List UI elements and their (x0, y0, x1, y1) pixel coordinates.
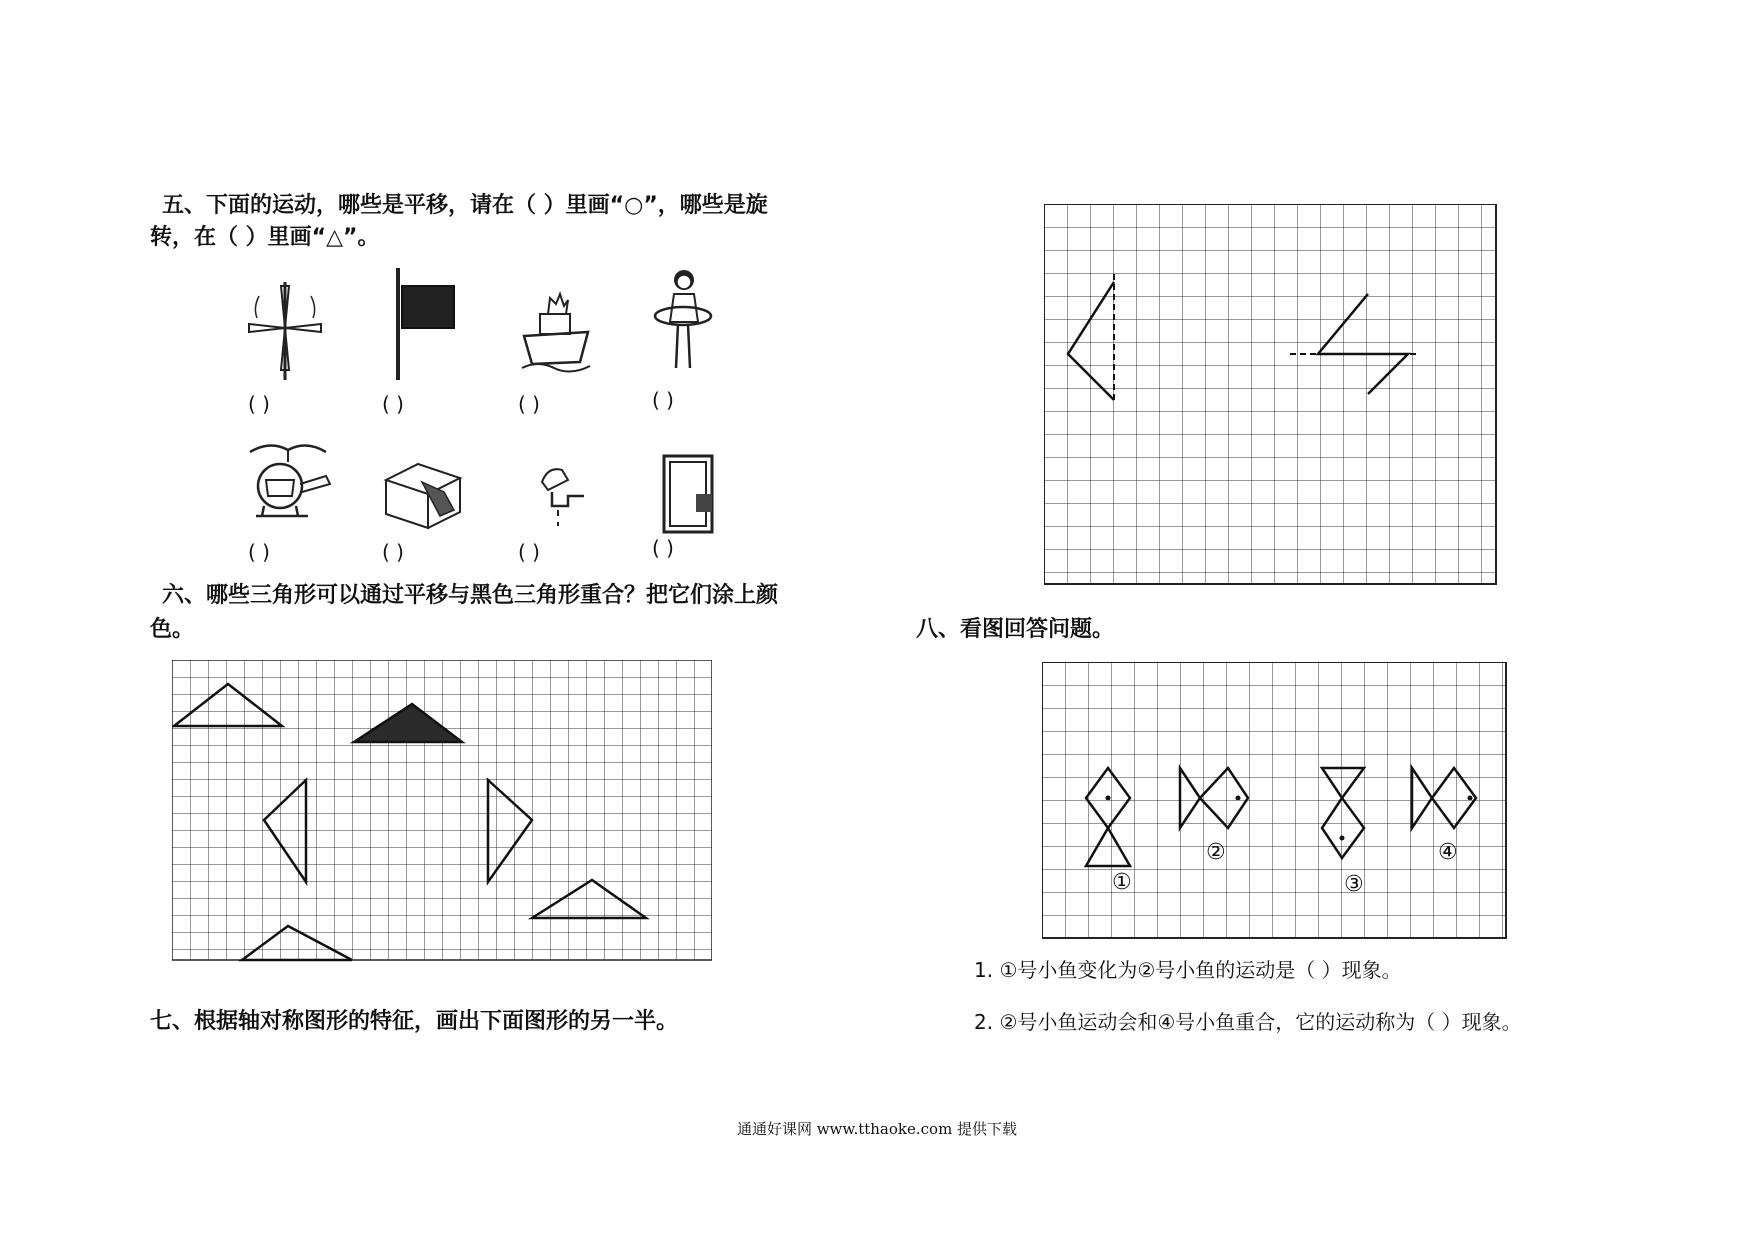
hula-hoop-girl-icon (650, 264, 716, 378)
drawer-box-icon (382, 458, 464, 530)
answer-paren[interactable]: ( ) (382, 540, 404, 564)
helicopter-icon (240, 440, 336, 528)
answer-paren[interactable]: ( ) (518, 392, 540, 416)
q8-fish-grid (1042, 662, 1508, 940)
answer-paren[interactable]: ( ) (382, 392, 404, 416)
faucet-icon (528, 452, 588, 532)
answer-paren[interactable]: ( ) (652, 536, 674, 560)
q6-title-line1: 六、哪些三角形可以通过平移与黑色三角形重合？把它们涂上颜 (162, 583, 779, 608)
q5-title-line2: 转，在（ ）里画“△”。 (150, 225, 380, 250)
fish-label-1: ① (1112, 870, 1132, 895)
q7-symmetry-grid (1044, 204, 1498, 586)
q8-question-1: 1. ①号小鱼变化为②号小鱼的运动是（ ）现象。 (974, 958, 1402, 982)
windmill-icon (245, 278, 325, 382)
answer-paren[interactable]: ( ) (248, 392, 270, 416)
footer-credit: 通通好课网 www.tthaoke.com 提供下载 (736, 1120, 1018, 1138)
flag-icon (390, 266, 460, 382)
answer-paren[interactable]: ( ) (248, 540, 270, 564)
ship-icon (518, 290, 594, 374)
q6-triangle-grid (172, 660, 712, 962)
q8-question-2: 2. ②号小鱼运动会和④号小鱼重合，它的运动称为（ ）现象。 (974, 1010, 1522, 1034)
fish-label-3: ③ (1344, 872, 1364, 897)
fish-label-4: ④ (1438, 840, 1458, 865)
q6-title-line2: 色。 (150, 617, 195, 642)
answer-paren[interactable]: ( ) (652, 388, 674, 412)
q8-title: 八、看图回答问题。 (916, 617, 1115, 642)
answer-paren[interactable]: ( ) (518, 540, 540, 564)
q5-title-line1: 五、下面的运动，哪些是平移，请在（ ）里画“○”，哪些是旋 (162, 193, 768, 218)
q7-title: 七、根据轴对称图形的特征，画出下面图形的另一半。 (150, 1009, 679, 1034)
sliding-window-icon (660, 454, 716, 536)
fish-label-2: ② (1206, 840, 1226, 865)
